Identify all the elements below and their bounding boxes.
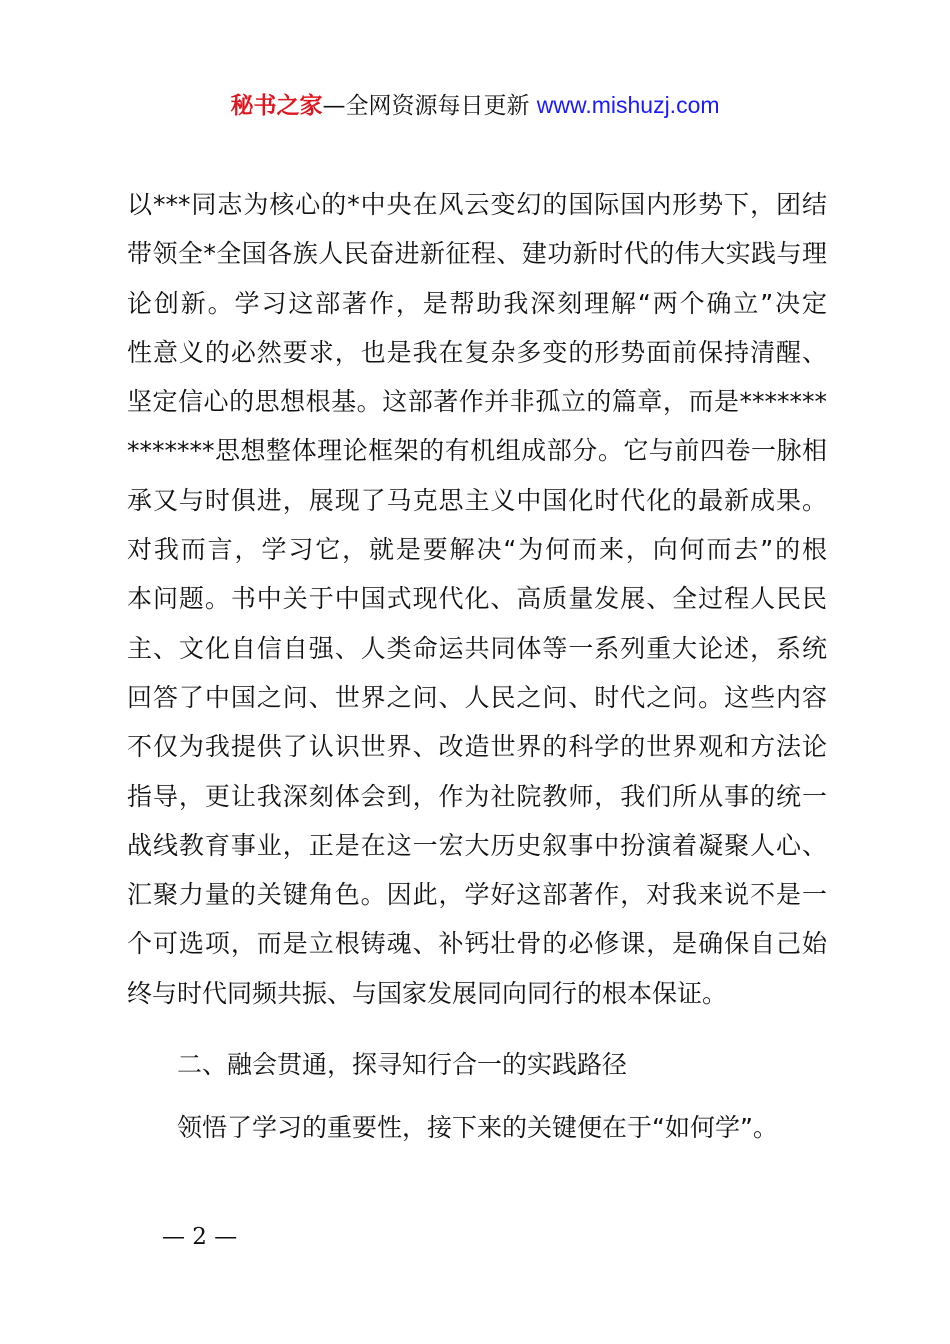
body-paragraph	[127, 180, 827, 1018]
text-line: 本问题。书中关于中国式现代化、高质量发展、全过程人民民	[127, 584, 827, 614]
brand-name: 秘书之家	[230, 93, 323, 119]
site-url[interactable]: www.mishuzj.com	[536, 92, 720, 118]
text-line: 论创新。学习这部著作，是帮助我深刻理解“两个确立”决定	[127, 288, 827, 318]
text-line: 承又与时俱进，展现了马克思主义中国化时代化的最新成果。	[127, 485, 827, 515]
text-line: 个可选项，而是立根铸魂、补钙壮骨的必修课，是确保自己始	[127, 929, 827, 959]
text-line: 指导，更让我深刻体会到，作为社院教师，我们所从事的统一	[127, 781, 827, 811]
text-line: 坚定信心的思想根基。这部著作并非孤立的篇章，而是*******	[127, 387, 827, 417]
page-number: — 2 —	[162, 1224, 238, 1250]
text-line: 性意义的必然要求，也是我在复杂多变的形势面前保持清醒、	[127, 337, 827, 367]
text-line: *******思想整体理论框架的有机组成部分。它与前四卷一脉相	[127, 436, 827, 466]
site-header	[0, 90, 950, 121]
text-line: 回答了中国之问、世界之问、人民之问、时代之问。这些内容	[127, 682, 827, 712]
section-heading: 二、融会贯通，探寻知行合一的实践路径	[177, 1050, 628, 1079]
header-tagline: —全网资源每日更新	[322, 93, 537, 119]
text-line: 以***同志为核心的*中央在风云变幻的国际国内形势下，团结	[127, 190, 827, 219]
text-line: 终与时代同频共振、与国家发展同向同行的根本保证。	[127, 978, 728, 1008]
paragraph-text: 领悟了学习的重要性，接下来的关键便在于“如何学”。	[177, 1113, 778, 1142]
text-line: 不仅为我提供了认识世界、改造世界的科学的世界观和方法论	[127, 732, 827, 762]
text-line: 战线教育事业，正是在这一宏大历史叙事中扮演着凝聚人心、	[127, 830, 827, 860]
text-line: 对我而言，学习它，就是要解决“为何而来，向何而去”的根	[127, 535, 827, 565]
text-line: 主、文化自信自强、人类命运共同体等一系列重大论述，系统	[127, 633, 827, 663]
text-line: 带领全*全国各族人民奋进新征程、建功新时代的伟大实践与理	[127, 239, 827, 269]
text-line: 汇聚力量的关键角色。因此，学好这部著作，对我来说不是一	[127, 880, 827, 910]
